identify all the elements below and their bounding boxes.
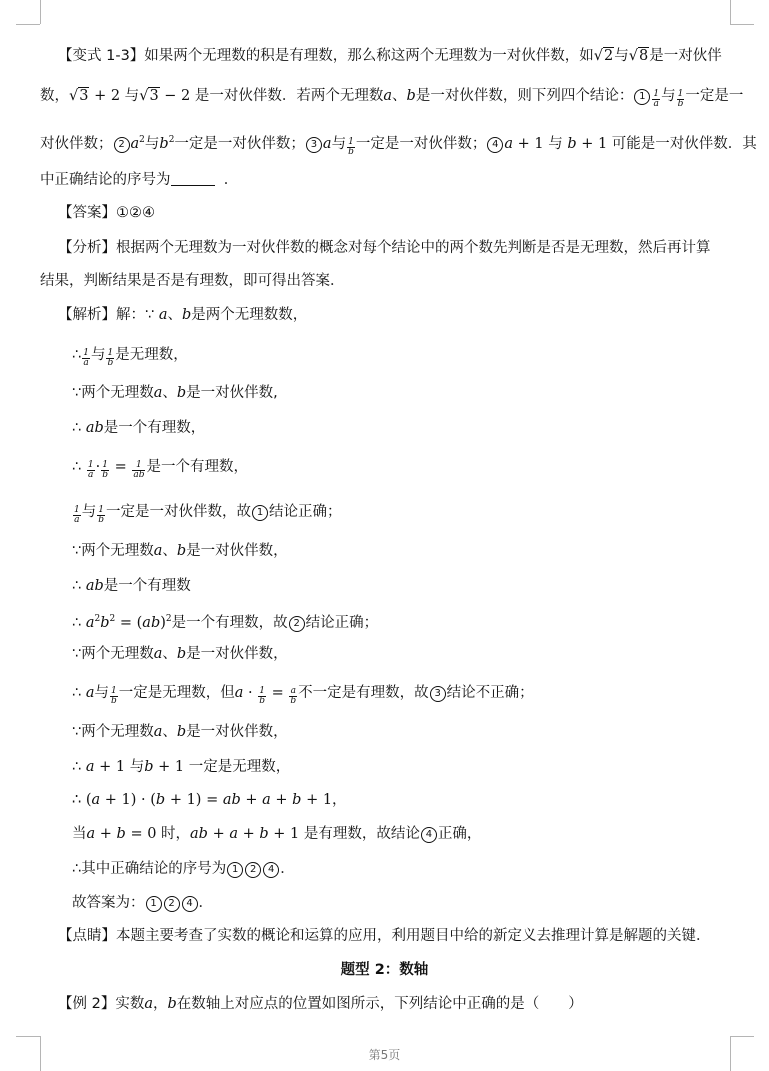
solution-line-4: ∴ ab是一个有理数， [72, 420, 206, 436]
solution-line-16: ∴其中正确结论的序号为 1 2 4 ． [72, 861, 295, 877]
example-line: 【例 2】实数a，b在数轴上对应点的位置如图所示，下列结论中正确的是（ ） [58, 996, 583, 1012]
solution-line-13: ∴ a + 1 与b + 1 一定是无理数， [72, 759, 291, 775]
question-line-4: 中正确结论的序号为 ． [40, 172, 239, 188]
solution-line-1: 【解析】解：∵ a、b是两个无理数数， [58, 307, 308, 323]
solution-line-14: ∴ (a + 1) · (b + 1) = ab + a + b + 1， [72, 792, 347, 808]
solution-line-10: ∵两个无理数a、b是一对伙伴数， [72, 646, 288, 662]
solution-line-8: ∴ ab是一个有理数 [72, 578, 191, 594]
solution-line-3: ∵两个无理数a、b是一对伙伴数, [72, 385, 278, 401]
solution-line-2: ∴ $\frac{1}{a}$ 与 $\frac{1}{b}$ 是无理数， [72, 347, 188, 368]
solution-line-15: 当a + b = 0 时，ab + a + b + 1 是有理数，故结论 4 正确， [72, 826, 482, 842]
solution-line-17: 故答案为： 1 2 4 ． [72, 895, 213, 911]
page-number: 第5页 [368, 1048, 401, 1062]
solution-line-11: ∴ a与 $\frac{1}{b}$ 一定是无理数，但a · $\frac{1}{b}$ = $\frac{a}{b}$ 不一定是有理数，故 3 结论不正确； [72, 685, 534, 706]
solution-line-12: ∵两个无理数a、b是一对伙伴数， [72, 724, 288, 740]
section-title: 题型 2：数轴 [340, 962, 429, 978]
answer-line: 【答案】①②④ [58, 205, 155, 221]
solution-line-9: ∴ $a^2b^2 = (ab)^2$是一个有理数，故 2 结论正确； [72, 614, 379, 631]
analysis-line-1: 【分析】根据两个无理数为一对伙伴数的概念对每个结论中的两个数先判断是否是无理数，然后再计算 [58, 240, 711, 256]
question-line-3: 对伙伴数； 2 $a^2$与$b^2$一定是一对伙伴数； 3 a与 $\frac{1}{b}$ 一定是一对伙伴数； 4 a + 1 与 b + 1 可能是一对伙伴数．其 [40, 135, 757, 157]
analysis-line-2: 结果，判断结果是否是有理数，即可得出答案． [40, 273, 345, 289]
solution-line-5: ∴ $\frac{1}{a}$ · $\frac{1}{b}$ = $\frac{1}{ab}$ 是一个有理数， [72, 459, 248, 480]
question-line-2: 数，√3 + 2 与√3 − 2 是一对伙伴数．若两个无理数a、b是一对伙伴数，则下列四个结论： 1 $\frac{1}{a}$ 与 $\frac{1}{b}$ 一定是一 [40, 88, 744, 109]
comment-line: 【点睛】本题主要考查了实数的概论和运算的应用，利用题目中给的新定义去推理计算是解题的关键． [58, 928, 711, 944]
solution-line-6: $\frac{1}{a}$ 与 $\frac{1}{b}$ 一定是一对伙伴数，故 1 结论正确； [74, 504, 342, 525]
question-line-1: 【变式 1-3】如果两个无理数的积是有理数，那么称这两个无理数为一对伙伴数，如√2与√8是一对伙伴 [58, 48, 722, 64]
answer-blank [171, 171, 215, 186]
solution-line-7: ∵两个无理数a、b是一对伙伴数， [72, 543, 288, 559]
